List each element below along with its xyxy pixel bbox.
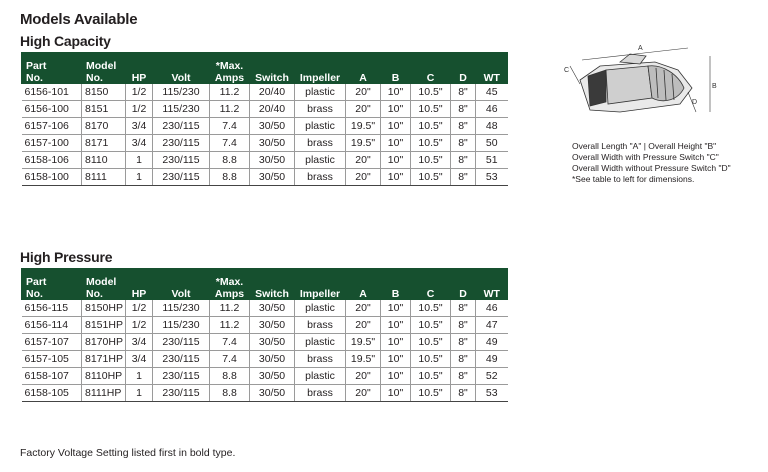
table-cell: 10" — [381, 135, 411, 152]
table-cell: brass — [295, 317, 346, 334]
table-cell: 10" — [381, 368, 411, 385]
note-line: Overall Length "A" | Overall Height "B" — [572, 141, 717, 151]
table-cell: 1/2 — [126, 317, 153, 334]
table-row — [22, 152, 508, 169]
table-cell: 1/2 — [126, 300, 153, 317]
table-row — [22, 135, 508, 152]
table-cell: 8.8 — [210, 368, 250, 385]
table-cell: 10.5" — [411, 385, 451, 402]
table-cell: plastic — [295, 368, 346, 385]
table-cell: 10" — [381, 84, 411, 101]
table-cell: 10.5" — [411, 300, 451, 317]
table-cell: 8" — [451, 385, 476, 402]
table-cell: 10" — [381, 118, 411, 135]
table-cell: 7.4 — [210, 334, 250, 351]
table-cell: 6156-114 — [22, 317, 82, 334]
column-header-line1: *Max. — [215, 276, 244, 288]
table-cell: 11.2 — [210, 84, 250, 101]
column-header-line1: Model — [86, 276, 117, 288]
table-cell: 7.4 — [210, 351, 250, 368]
table-cell: 8170HP — [82, 334, 126, 351]
table-cell: 8150 — [82, 84, 126, 101]
column-header-line1: Model — [86, 60, 117, 72]
table-cell: 30/50 — [250, 300, 295, 317]
column-header-line2: HP — [131, 72, 147, 84]
table-cell: 10.5" — [411, 368, 451, 385]
table-cell: 19.5" — [346, 135, 381, 152]
column-header-line2: Amps — [214, 72, 245, 84]
table-cell: 8" — [451, 351, 476, 368]
column-header-line2: No. — [26, 288, 43, 300]
table-cell: 3/4 — [126, 118, 153, 135]
column-header-line2: Volt — [171, 72, 191, 84]
table-cell: 10" — [381, 101, 411, 118]
table-cell: 6157-106 — [22, 118, 82, 135]
table-cell: brass — [295, 385, 346, 402]
table-cell: 1 — [126, 152, 153, 169]
table-cell: 230/115 — [153, 118, 210, 135]
table-cell: 8.8 — [210, 385, 250, 402]
table-cell: 19.5" — [346, 334, 381, 351]
column-header — [411, 268, 451, 300]
table-cell: 8" — [451, 101, 476, 118]
table-cell: 115/230 — [153, 101, 210, 118]
table-cell: 6158-107 — [22, 368, 82, 385]
table-cell: 30/50 — [250, 152, 295, 169]
table-cell: 8111 — [82, 169, 126, 186]
column-header-line2: Impeller — [299, 288, 341, 300]
table-body — [22, 300, 508, 402]
table-cell: 10" — [381, 317, 411, 334]
high-capacity-table — [21, 52, 508, 186]
table-cell: 30/50 — [250, 351, 295, 368]
table-cell: 49 — [476, 351, 508, 368]
table-cell: 50 — [476, 135, 508, 152]
table-cell: 30/50 — [250, 135, 295, 152]
table-cell: 8150HP — [82, 300, 126, 317]
column-header — [82, 268, 126, 300]
table-cell: 8" — [451, 135, 476, 152]
column-header — [22, 268, 82, 300]
table-cell: 20" — [346, 317, 381, 334]
page-heading: Models Available — [20, 11, 138, 28]
table-header — [22, 268, 508, 300]
table-cell: 53 — [476, 169, 508, 186]
column-header — [381, 268, 411, 300]
table-cell: 20/40 — [250, 101, 295, 118]
table-cell: 10.5" — [411, 101, 451, 118]
column-header-line2: Amps — [214, 288, 245, 300]
table-cell: 20/40 — [250, 84, 295, 101]
table-cell: 230/115 — [153, 351, 210, 368]
footer-note: Factory Voltage Setting listed first in bold type. — [20, 447, 236, 459]
table-cell: 6157-107 — [22, 334, 82, 351]
table-cell: 1/2 — [126, 84, 153, 101]
table-row — [22, 101, 508, 118]
table-cell: 30/50 — [250, 317, 295, 334]
column-header — [411, 52, 451, 84]
table-cell: 20" — [346, 368, 381, 385]
table-cell: 8" — [451, 300, 476, 317]
table-cell: plastic — [295, 334, 346, 351]
column-header-line2: B — [391, 72, 400, 84]
table-cell: 230/115 — [153, 334, 210, 351]
table-row — [22, 84, 508, 101]
table-cell: 20" — [346, 152, 381, 169]
table-cell: 20" — [346, 84, 381, 101]
table-cell: 46 — [476, 101, 508, 118]
column-header — [451, 268, 476, 300]
column-header — [82, 52, 126, 84]
table-cell: 230/115 — [153, 169, 210, 186]
column-header — [153, 268, 210, 300]
table-cell: 10" — [381, 300, 411, 317]
column-header-line2: Switch — [255, 72, 289, 84]
column-header-line2: No. — [86, 288, 103, 300]
table-cell: 8151 — [82, 101, 126, 118]
table-cell: 3/4 — [126, 351, 153, 368]
column-header-line2: Volt — [171, 288, 191, 300]
column-header — [126, 52, 153, 84]
table-cell: brass — [295, 101, 346, 118]
table-cell: 230/115 — [153, 152, 210, 169]
table-cell: 30/50 — [250, 368, 295, 385]
table-cell: 10" — [381, 152, 411, 169]
table-cell: 8" — [451, 169, 476, 186]
table-cell: 53 — [476, 385, 508, 402]
column-header-line1: Part — [26, 276, 47, 288]
table-cell: 20" — [346, 385, 381, 402]
column-header-line2: C — [426, 72, 435, 84]
table-cell: 7.4 — [210, 118, 250, 135]
table-cell: plastic — [295, 300, 346, 317]
column-header — [210, 268, 250, 300]
table-cell: 3/4 — [126, 334, 153, 351]
table-cell: 45 — [476, 84, 508, 101]
table-cell: 115/230 — [153, 317, 210, 334]
column-header-line2: A — [359, 72, 367, 84]
column-header-line2: Switch — [255, 288, 289, 300]
table-cell: 10.5" — [411, 152, 451, 169]
table-cell: 30/50 — [250, 385, 295, 402]
column-header — [346, 52, 381, 84]
table-row — [22, 118, 508, 135]
table-cell: 8.8 — [210, 169, 250, 186]
column-header — [22, 52, 82, 84]
column-header-line2: WT — [483, 288, 500, 300]
table-cell: 6157-105 — [22, 351, 82, 368]
table-body — [22, 84, 508, 186]
table-cell: 230/115 — [153, 135, 210, 152]
table-cell: brass — [295, 351, 346, 368]
high-pressure-table — [21, 268, 508, 402]
column-header — [250, 52, 295, 84]
table-cell: 6158-105 — [22, 385, 82, 402]
table-cell: brass — [295, 135, 346, 152]
column-header-line2: D — [459, 72, 467, 84]
table-cell: 8" — [451, 152, 476, 169]
label-b: B — [712, 83, 717, 90]
section-title-high-pressure: High Pressure — [20, 249, 113, 265]
note-line: *See table to left for dimensions. — [572, 174, 695, 184]
pump-dimension-diagram — [560, 40, 720, 130]
label-c: C — [564, 67, 570, 74]
table-cell: 8111HP — [82, 385, 126, 402]
column-header-line2: Impeller — [299, 72, 341, 84]
table-cell: 52 — [476, 368, 508, 385]
table-cell: plastic — [295, 152, 346, 169]
table-cell: 30/50 — [250, 334, 295, 351]
column-header — [381, 52, 411, 84]
table-cell: 10" — [381, 385, 411, 402]
table-cell: 8170 — [82, 118, 126, 135]
table-cell: 20" — [346, 101, 381, 118]
column-header-line2: A — [359, 288, 367, 300]
table-cell: 10" — [381, 169, 411, 186]
column-header-line2: B — [391, 288, 400, 300]
table-cell: 8110 — [82, 152, 126, 169]
column-header-line2: D — [459, 288, 467, 300]
table-cell: 8110HP — [82, 368, 126, 385]
section-title-high-capacity: High Capacity — [20, 33, 111, 49]
column-header-line1: *Max. — [215, 60, 244, 72]
table-cell: 49 — [476, 334, 508, 351]
pump-drawing — [580, 54, 692, 112]
table-cell: 3/4 — [126, 135, 153, 152]
table-cell: 8151HP — [82, 317, 126, 334]
table-cell: 8171HP — [82, 351, 126, 368]
table-cell: 10.5" — [411, 334, 451, 351]
table-cell: 11.2 — [210, 101, 250, 118]
table-cell: 8" — [451, 334, 476, 351]
column-header-line2: No. — [26, 72, 43, 84]
table-cell: 48 — [476, 118, 508, 135]
table-cell: 10.5" — [411, 317, 451, 334]
table-cell: 10.5" — [411, 84, 451, 101]
table-header — [22, 52, 508, 84]
column-header-line2: HP — [131, 288, 147, 300]
column-header — [153, 52, 210, 84]
table-cell: 6158-100 — [22, 169, 82, 186]
table-cell: 8" — [451, 118, 476, 135]
column-header — [295, 268, 346, 300]
column-header — [126, 268, 153, 300]
column-header — [210, 52, 250, 84]
table-cell: 8171 — [82, 135, 126, 152]
table-cell: 10.5" — [411, 118, 451, 135]
table-cell: 10.5" — [411, 135, 451, 152]
column-header-line2: No. — [86, 72, 103, 84]
column-header — [476, 52, 508, 84]
table-row — [22, 385, 508, 402]
table-cell: 6156-115 — [22, 300, 82, 317]
table-row — [22, 317, 508, 334]
table-cell: 10" — [381, 334, 411, 351]
table-cell: 46 — [476, 300, 508, 317]
column-header-line2: WT — [483, 72, 500, 84]
table-row — [22, 334, 508, 351]
table-cell: 10.5" — [411, 169, 451, 186]
table-cell: 20" — [346, 169, 381, 186]
table-cell: 8.8 — [210, 152, 250, 169]
column-header — [250, 268, 295, 300]
table-cell: 51 — [476, 152, 508, 169]
column-header — [476, 268, 508, 300]
table-cell: brass — [295, 169, 346, 186]
table-cell: 6157-100 — [22, 135, 82, 152]
note-line: Overall Width without Pressure Switch "D" — [572, 163, 731, 173]
label-d: D — [692, 99, 698, 106]
dimension-notes — [572, 141, 731, 185]
table-cell: 115/230 — [153, 300, 210, 317]
table-cell: 8" — [451, 317, 476, 334]
table-row — [22, 169, 508, 186]
table-cell: plastic — [295, 118, 346, 135]
note-line: Overall Width with Pressure Switch "C" — [572, 152, 719, 162]
table-cell: 11.2 — [210, 317, 250, 334]
table-cell: 6156-101 — [22, 84, 82, 101]
table-cell: 230/115 — [153, 385, 210, 402]
table-cell: plastic — [295, 84, 346, 101]
table-cell: 1/2 — [126, 101, 153, 118]
table-cell: 10.5" — [411, 351, 451, 368]
table-row — [22, 368, 508, 385]
table-cell: 1 — [126, 169, 153, 186]
table-cell: 230/115 — [153, 368, 210, 385]
column-header-line1: Part — [26, 60, 47, 72]
table-cell: 19.5" — [346, 351, 381, 368]
table-cell: 20" — [346, 300, 381, 317]
table-cell: 8" — [451, 368, 476, 385]
table-cell: 30/50 — [250, 118, 295, 135]
table-cell: 11.2 — [210, 300, 250, 317]
table-cell: 7.4 — [210, 135, 250, 152]
table-cell: 1 — [126, 385, 153, 402]
table-cell: 6156-100 — [22, 101, 82, 118]
table-cell: 19.5" — [346, 118, 381, 135]
column-header — [295, 52, 346, 84]
table-cell: 47 — [476, 317, 508, 334]
table-cell: 30/50 — [250, 169, 295, 186]
table-row — [22, 300, 508, 317]
table-cell: 115/230 — [153, 84, 210, 101]
table-cell: 8" — [451, 84, 476, 101]
column-header-line2: C — [426, 288, 435, 300]
table-cell: 6158-106 — [22, 152, 82, 169]
table-cell: 1 — [126, 368, 153, 385]
table-cell: 10" — [381, 351, 411, 368]
table-row — [22, 351, 508, 368]
column-header — [346, 268, 381, 300]
column-header — [451, 52, 476, 84]
label-a: A — [638, 45, 643, 52]
